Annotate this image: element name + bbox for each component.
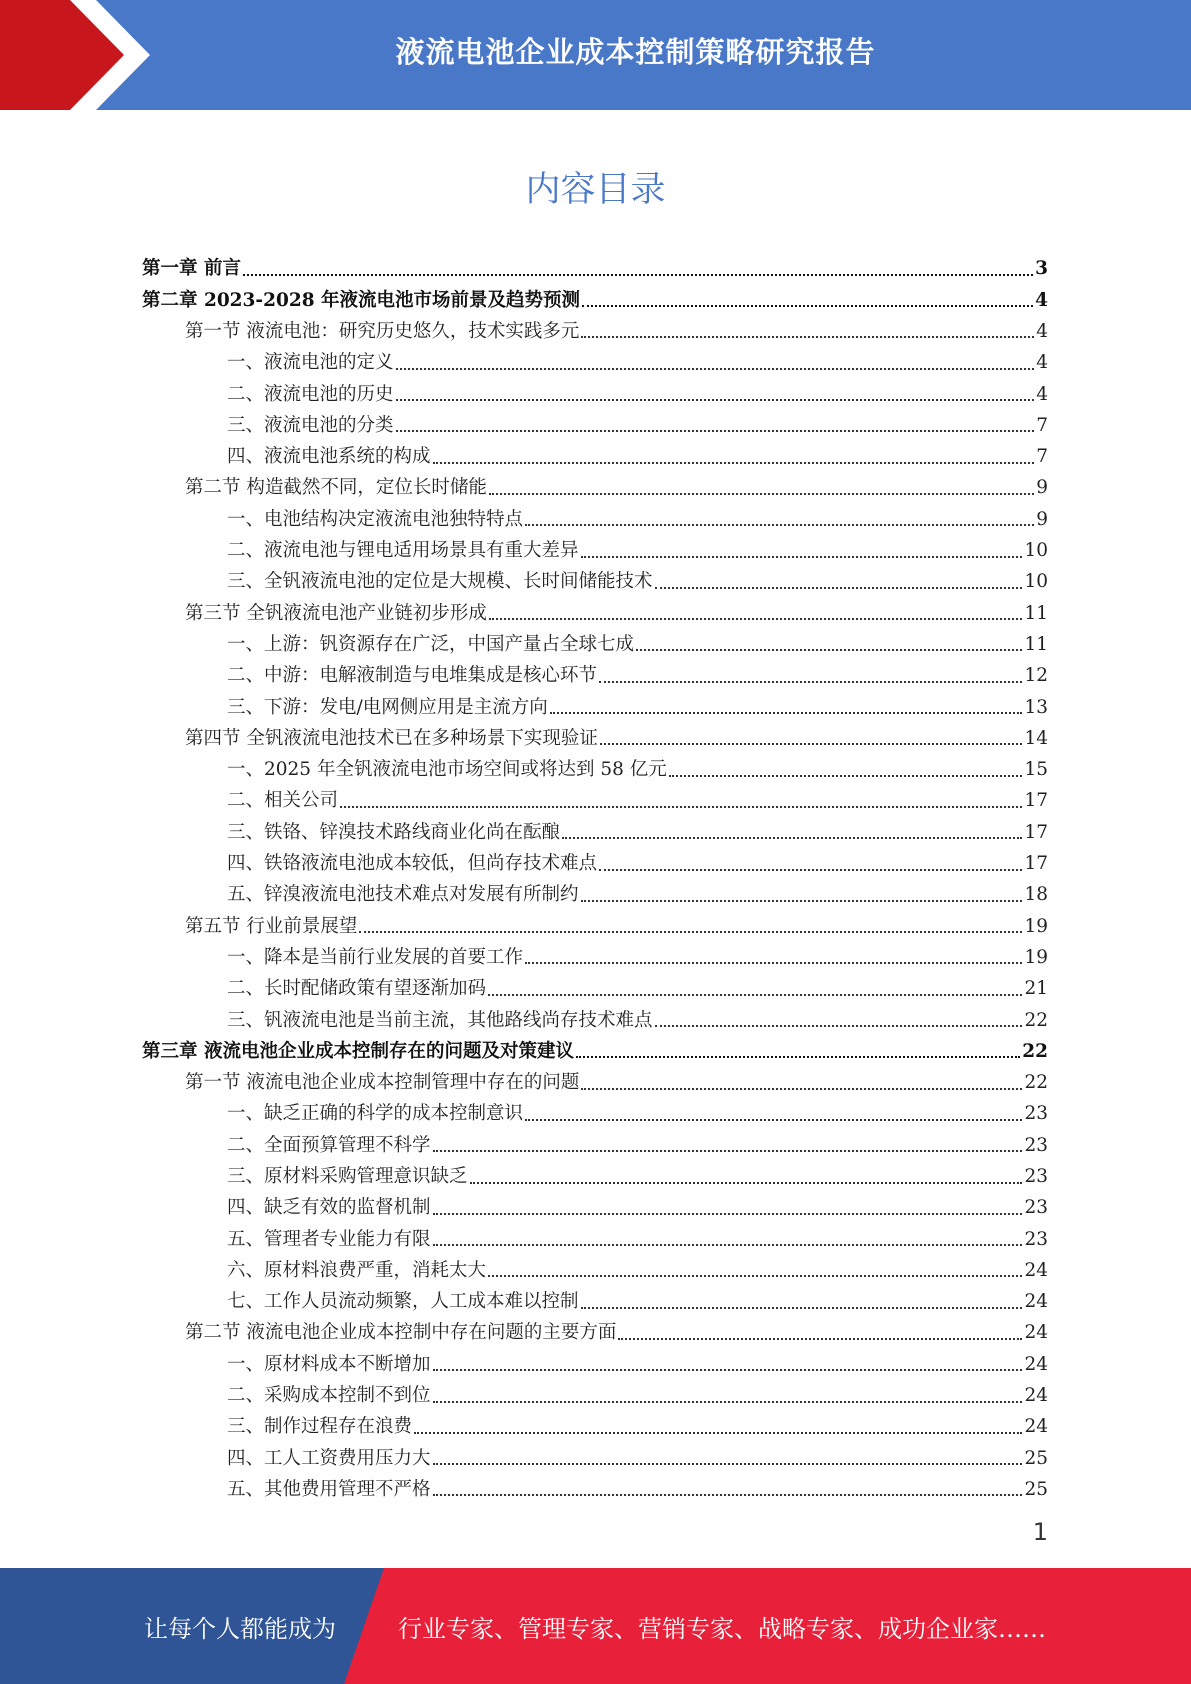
toc-entry-title: 一、原材料成本不断增加 <box>227 1353 431 1375</box>
toc-entry[interactable] <box>142 1287 1048 1318</box>
toc-entry-title: 三、钒液流电池是当前主流，其他路线尚存技术难点 <box>227 1009 653 1031</box>
report-title: 液流电池企业成本控制策略研究报告 <box>395 34 876 69</box>
toc-entry[interactable] <box>142 786 1048 817</box>
toc-dot-leader <box>340 787 1022 808</box>
toc-dot-leader <box>488 975 1022 996</box>
toc-dot-leader <box>669 756 1023 777</box>
toc-entry-page: 4 <box>1035 289 1048 311</box>
toc-entry[interactable] <box>142 598 1048 629</box>
toc-entry-title: 四、铁铬液流电池成本较低，但尚存技术难点 <box>227 853 598 875</box>
toc-entry-title: 二、采购成本控制不到位 <box>227 1385 431 1407</box>
toc-entry[interactable] <box>142 567 1048 598</box>
toc-dot-leader <box>433 1351 1023 1372</box>
toc-entry-title: 一、液流电池的定义 <box>227 352 394 374</box>
toc-entry-title: 一、电池结构决定液流电池独特特点 <box>227 508 524 530</box>
toc-entry-page: 17 <box>1024 853 1048 875</box>
toc-dot-leader <box>655 568 1023 589</box>
toc-dot-leader <box>414 1413 1022 1434</box>
toc-entry[interactable] <box>142 254 1048 285</box>
toc-entry-page: 4 <box>1036 383 1048 405</box>
toc-entry[interactable] <box>142 1256 1048 1287</box>
toc-entry[interactable] <box>142 974 1048 1005</box>
toc-entry-page: 19 <box>1024 946 1048 968</box>
toc-entry[interactable] <box>142 755 1048 786</box>
toc-dot-leader <box>599 662 1022 683</box>
footer-banner <box>0 1568 1191 1684</box>
toc-entry-title: 四、液流电池系统的构成 <box>227 446 431 468</box>
toc-entry-page: 17 <box>1024 821 1048 843</box>
toc-entry-page: 11 <box>1024 633 1048 655</box>
toc-dot-leader <box>396 349 1035 370</box>
toc-entry-page: 10 <box>1024 540 1048 562</box>
toc-entry-title: 二、中游：电解液制造与电堆集成是核心环节 <box>227 665 598 687</box>
toc-entry[interactable] <box>142 1381 1048 1412</box>
table-of-contents <box>142 254 1048 1506</box>
toc-dot-leader <box>525 1100 1022 1121</box>
toc-dot-leader <box>581 318 1034 339</box>
toc-dot-leader <box>433 1382 1023 1403</box>
toc-entry-title: 第二章 2023-2028 年液流电池市场前景及趋势预测 <box>142 289 581 311</box>
toc-entry-title: 二、全面预算管理不科学 <box>227 1134 431 1156</box>
toc-entry-title: 三、全钒液流电池的定位是大规模、长时间储能技术 <box>227 571 653 593</box>
toc-entry[interactable] <box>142 1162 1048 1193</box>
footer-tagline: 行业专家、管理专家、营销专家、战略专家、成功企业家…… <box>398 1614 1046 1643</box>
toc-entry-page: 24 <box>1024 1416 1048 1438</box>
toc-dot-leader <box>433 443 1035 464</box>
page-number: 1 <box>1032 1518 1048 1546</box>
toc-entry-page: 25 <box>1024 1478 1048 1500</box>
toc-entry-title: 五、其他费用管理不严格 <box>227 1478 431 1500</box>
toc-entry-page: 24 <box>1024 1322 1048 1344</box>
toc-entry-title: 七、工作人员流动频繁，人工成本难以控制 <box>227 1291 579 1313</box>
toc-entry-page: 4 <box>1036 352 1048 374</box>
toc-dot-leader <box>618 1319 1022 1340</box>
toc-entry-title: 一、缺乏正确的科学的成本控制意识 <box>227 1103 524 1125</box>
toc-entry[interactable] <box>142 723 1048 754</box>
toc-dot-leader <box>470 1163 1023 1184</box>
toc-dot-leader <box>525 506 1034 527</box>
toc-entry[interactable] <box>142 536 1048 567</box>
toc-entry-page: 24 <box>1024 1385 1048 1407</box>
toc-dot-leader <box>489 600 1023 621</box>
toc-entry[interactable] <box>142 630 1048 661</box>
toc-dot-leader <box>581 537 1023 558</box>
toc-entry-title: 三、液流电池的分类 <box>227 414 394 436</box>
toc-entry[interactable] <box>142 1318 1048 1349</box>
toc-entry-title: 五、管理者专业能力有限 <box>227 1228 431 1250</box>
toc-entry[interactable] <box>142 1475 1048 1506</box>
toc-heading: 内容目录 <box>525 170 666 210</box>
toc-entry-title: 三、制作过程存在浪费 <box>227 1416 413 1438</box>
toc-entry-title: 二、液流电池的历史 <box>227 383 394 405</box>
toc-entry-page: 7 <box>1036 446 1048 468</box>
toc-dot-leader <box>655 1007 1023 1028</box>
toc-entry-title: 二、相关公司 <box>227 790 339 812</box>
toc-entry-page: 22 <box>1022 1040 1048 1062</box>
toc-entry[interactable] <box>142 1130 1048 1161</box>
toc-entry[interactable] <box>142 817 1048 848</box>
toc-entry-title: 第五节 行业前景展望 <box>185 915 358 937</box>
toc-entry-title: 第一节 液流电池：研究历史悠久，技术实践多元 <box>185 320 580 342</box>
toc-entry-page: 3 <box>1035 258 1048 280</box>
toc-entry[interactable] <box>142 1224 1048 1255</box>
toc-dot-leader <box>433 1226 1023 1247</box>
toc-dot-leader <box>582 287 1033 308</box>
toc-entry-page: 21 <box>1024 978 1048 1000</box>
toc-entry[interactable] <box>142 1099 1048 1130</box>
toc-entry-page: 25 <box>1024 1447 1048 1469</box>
toc-entry[interactable] <box>142 285 1048 316</box>
toc-entry[interactable] <box>142 661 1048 692</box>
toc-dot-leader <box>433 1445 1023 1466</box>
toc-entry[interactable] <box>142 442 1048 473</box>
toc-entry-page: 24 <box>1024 1353 1048 1375</box>
toc-entry-title: 三、下游：发电/电网侧应用是主流方向 <box>227 696 548 718</box>
toc-entry-title: 二、液流电池与锂电适用场景具有重大差异 <box>227 540 579 562</box>
toc-entry-page: 23 <box>1024 1228 1048 1250</box>
toc-entry[interactable] <box>142 410 1048 441</box>
toc-entry-page: 7 <box>1036 414 1048 436</box>
toc-entry-title: 四、工人工资费用压力大 <box>227 1447 431 1469</box>
footer-slogan: 让每个人都能成为 <box>144 1614 336 1643</box>
toc-entry-title: 第三章 液流电池企业成本控制存在的问题及对策建议 <box>142 1040 574 1062</box>
toc-entry[interactable] <box>142 348 1048 379</box>
toc-entry-title: 四、缺乏有效的监督机制 <box>227 1197 431 1219</box>
toc-entry[interactable] <box>142 473 1048 504</box>
toc-entry-page: 24 <box>1024 1291 1048 1313</box>
toc-entry-page: 9 <box>1036 508 1048 530</box>
toc-dot-leader <box>433 1476 1023 1497</box>
toc-entry-title: 第一节 液流电池企业成本控制管理中存在的问题 <box>185 1072 580 1094</box>
toc-dot-leader <box>562 819 1022 840</box>
toc-entry-page: 13 <box>1024 696 1048 718</box>
toc-entry[interactable] <box>142 1036 1048 1067</box>
toc-entry-title: 三、原材料采购管理意识缺乏 <box>227 1166 468 1187</box>
toc-entry-title: 第四节 全钒液流电池技术已在多种场景下实现验证 <box>185 727 598 749</box>
toc-dot-leader <box>396 381 1035 402</box>
toc-entry[interactable] <box>142 379 1048 410</box>
toc-dot-leader <box>488 1257 1022 1278</box>
toc-entry-title: 二、长时配储政策有望逐渐加码 <box>227 978 487 1000</box>
toc-entry[interactable] <box>142 1193 1048 1224</box>
toc-dot-leader <box>550 694 1023 715</box>
toc-dot-leader <box>581 881 1023 902</box>
toc-entry-page: 23 <box>1024 1103 1048 1125</box>
toc-entry[interactable] <box>142 911 1048 942</box>
toc-entry-title: 三、铁铬、锌溴技术路线商业化尚在酝酿 <box>227 821 561 843</box>
toc-entry-page: 22 <box>1024 1072 1048 1094</box>
toc-dot-leader <box>525 944 1022 965</box>
toc-dot-leader <box>636 631 1022 652</box>
toc-entry-title: 六、原材料浪费严重，消耗太大 <box>227 1259 487 1281</box>
toc-entry[interactable] <box>142 880 1048 911</box>
toc-entry-title: 第三节 全钒液流电池产业链初步形成 <box>185 602 487 624</box>
toc-entry-page: 23 <box>1024 1197 1048 1219</box>
toc-entry-title: 第二节 构造截然不同，定位长时储能 <box>185 477 487 499</box>
toc-dot-leader <box>576 1038 1020 1059</box>
toc-entry-page: 14 <box>1024 727 1048 749</box>
toc-dot-leader <box>433 1132 1023 1153</box>
toc-dot-leader <box>599 850 1022 871</box>
toc-entry-page: 4 <box>1036 320 1048 342</box>
toc-entry[interactable] <box>142 1068 1048 1099</box>
toc-entry-page: 10 <box>1024 571 1048 593</box>
toc-entry-page: 23 <box>1024 1166 1048 1187</box>
toc-dot-leader <box>396 412 1035 433</box>
toc-dot-leader <box>600 725 1023 746</box>
toc-entry-title: 第二节 液流电池企业成本控制中存在问题的主要方面 <box>185 1322 617 1344</box>
toc-entry[interactable] <box>142 849 1048 880</box>
header-banner <box>0 0 1191 110</box>
toc-entry[interactable] <box>142 1005 1048 1036</box>
toc-dot-leader <box>359 913 1022 934</box>
toc-entry[interactable] <box>142 1349 1048 1380</box>
toc-dot-leader <box>581 1288 1023 1309</box>
toc-entry[interactable] <box>142 317 1048 348</box>
toc-entry-title: 第一章 前言 <box>142 258 241 280</box>
toc-entry-page: 18 <box>1024 884 1048 906</box>
toc-dot-leader <box>581 1069 1022 1090</box>
toc-entry[interactable] <box>142 943 1048 974</box>
toc-entry-page: 23 <box>1024 1134 1048 1156</box>
toc-entry-page: 15 <box>1024 759 1048 781</box>
toc-entry-page: 9 <box>1036 477 1048 499</box>
toc-entry-page: 11 <box>1024 602 1048 624</box>
toc-dot-leader <box>243 255 1033 276</box>
toc-entry[interactable] <box>142 1412 1048 1443</box>
toc-entry-title: 一、上游：钒资源存在广泛，中国产量占全球七成 <box>227 633 635 655</box>
toc-entry[interactable] <box>142 692 1048 723</box>
toc-entry-page: 19 <box>1024 915 1048 937</box>
toc-entry-page: 24 <box>1024 1259 1048 1281</box>
toc-dot-leader <box>433 1194 1023 1215</box>
toc-dot-leader <box>489 474 1034 495</box>
toc-entry[interactable] <box>142 504 1048 535</box>
toc-entry-page: 17 <box>1024 790 1048 812</box>
toc-entry-title: 一、降本是当前行业发展的首要工作 <box>227 946 524 968</box>
toc-entry-title: 五、锌溴液流电池技术难点对发展有所制约 <box>227 884 579 906</box>
toc-entry-title: 一、2025 年全钒液流电池市场空间或将达到 58 亿元 <box>227 759 667 781</box>
toc-entry-page: 22 <box>1024 1009 1048 1031</box>
toc-entry[interactable] <box>142 1443 1048 1474</box>
toc-entry-page: 12 <box>1024 665 1048 687</box>
